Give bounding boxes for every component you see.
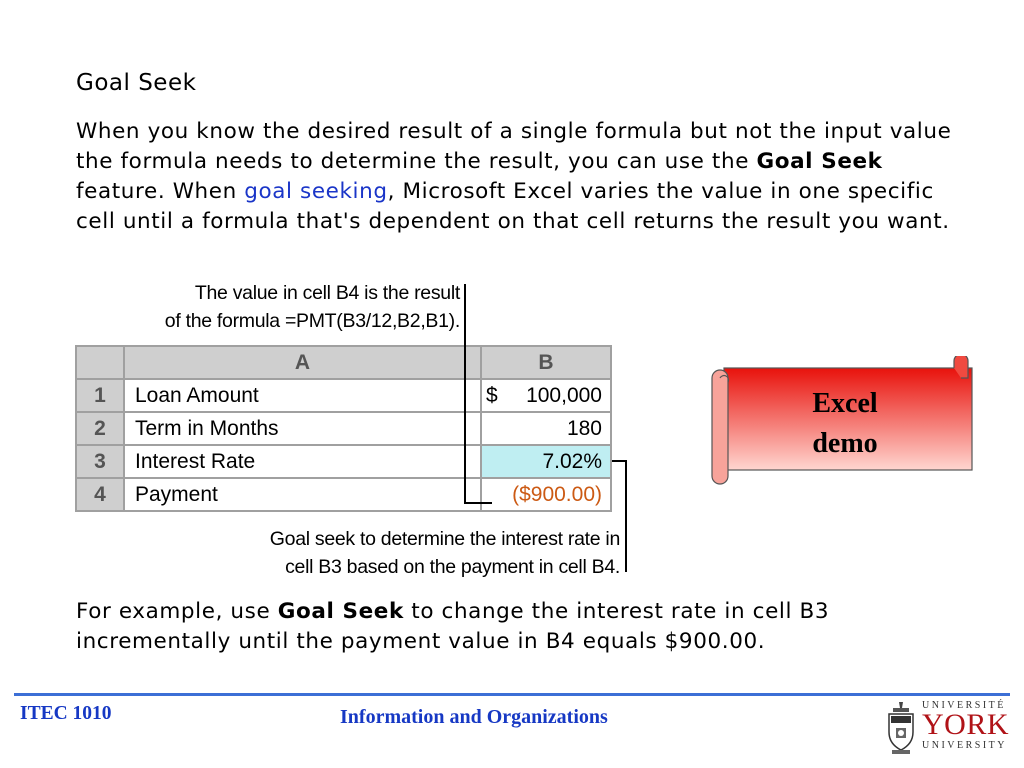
cell-a4[interactable]: Payment bbox=[124, 478, 481, 511]
cell-b2[interactable]: 180 bbox=[481, 412, 611, 445]
logo-universite: UNIVERSITÉ bbox=[922, 700, 1006, 711]
intro-goal-seek-bold: Goal Seek bbox=[756, 149, 883, 174]
callout-goal-line1: Goal seek to determine the interest rate in bbox=[269, 528, 620, 550]
footer-course-code: ITEC 1010 bbox=[20, 703, 112, 724]
column-header-a[interactable]: A bbox=[124, 346, 481, 379]
cell-a3[interactable]: Interest Rate bbox=[124, 445, 481, 478]
callout-result-formula bbox=[40, 279, 460, 335]
cell-a2[interactable]: Term in Months bbox=[124, 412, 481, 445]
table-row bbox=[76, 379, 611, 412]
column-header-b[interactable]: B bbox=[481, 346, 611, 379]
row-header-1[interactable]: 1 bbox=[76, 379, 124, 412]
callout-goal-seek bbox=[120, 525, 620, 581]
spreadsheet-header-row bbox=[76, 346, 611, 379]
example-goal-seek-bold: Goal Seek bbox=[277, 599, 404, 624]
scroll-line2: demo bbox=[812, 428, 878, 459]
cell-b3[interactable]: 7.02% bbox=[481, 445, 611, 478]
example-text-1: For example, use bbox=[76, 599, 278, 624]
intro-text-1: When you know the desired result of a single formula but not the input value the formula needs to determine the result, you can use the bbox=[76, 119, 952, 174]
footer-divider bbox=[14, 693, 1010, 696]
callout-result-line2: of the formula =PMT(B3/12,B2,B1). bbox=[164, 310, 460, 332]
table-row bbox=[76, 478, 611, 511]
example-text-2: to change the interest rate in cell B3 incrementally until the payment value in B4 equals $900.00. bbox=[76, 599, 830, 654]
corner-cell bbox=[76, 346, 124, 379]
logo-university: UNIVERSITY bbox=[922, 740, 1007, 751]
callout-goal-line2: cell B3 based on the payment in cell B4. bbox=[285, 556, 620, 578]
logo-york: YORK bbox=[922, 708, 1010, 741]
goal-seeking-link[interactable]: goal seeking bbox=[244, 179, 388, 204]
cell-a1[interactable]: Loan Amount bbox=[124, 379, 481, 412]
york-crest-icon bbox=[884, 700, 918, 756]
scroll-line1: Excel bbox=[812, 388, 878, 419]
footer-course-title: Information and Organizations bbox=[340, 706, 608, 728]
spreadsheet bbox=[75, 345, 612, 512]
intro-text-2: feature. When bbox=[76, 179, 245, 204]
example-paragraph bbox=[76, 597, 976, 657]
intro-text-3: , Microsoft Excel varies the value in one specific cell until a formula that's dependent on that cell returns the result you want. bbox=[76, 179, 950, 234]
table-row bbox=[76, 445, 611, 478]
cell-b1-currency: $ bbox=[486, 383, 498, 407]
york-university-logo bbox=[884, 698, 1008, 760]
row-header-2[interactable]: 2 bbox=[76, 412, 124, 445]
row-header-4[interactable]: 4 bbox=[76, 478, 124, 511]
intro-paragraph bbox=[76, 117, 956, 237]
cell-b1[interactable] bbox=[481, 379, 611, 412]
cell-b4[interactable]: ($900.00) bbox=[481, 478, 611, 511]
table-row bbox=[76, 412, 611, 445]
slide-heading: Goal Seek bbox=[76, 70, 197, 96]
scroll-banner-text bbox=[724, 384, 966, 464]
cell-b1-value: 100,000 bbox=[526, 383, 602, 407]
callout-result-line1: The value in cell B4 is the result bbox=[194, 282, 460, 304]
row-header-3[interactable]: 3 bbox=[76, 445, 124, 478]
